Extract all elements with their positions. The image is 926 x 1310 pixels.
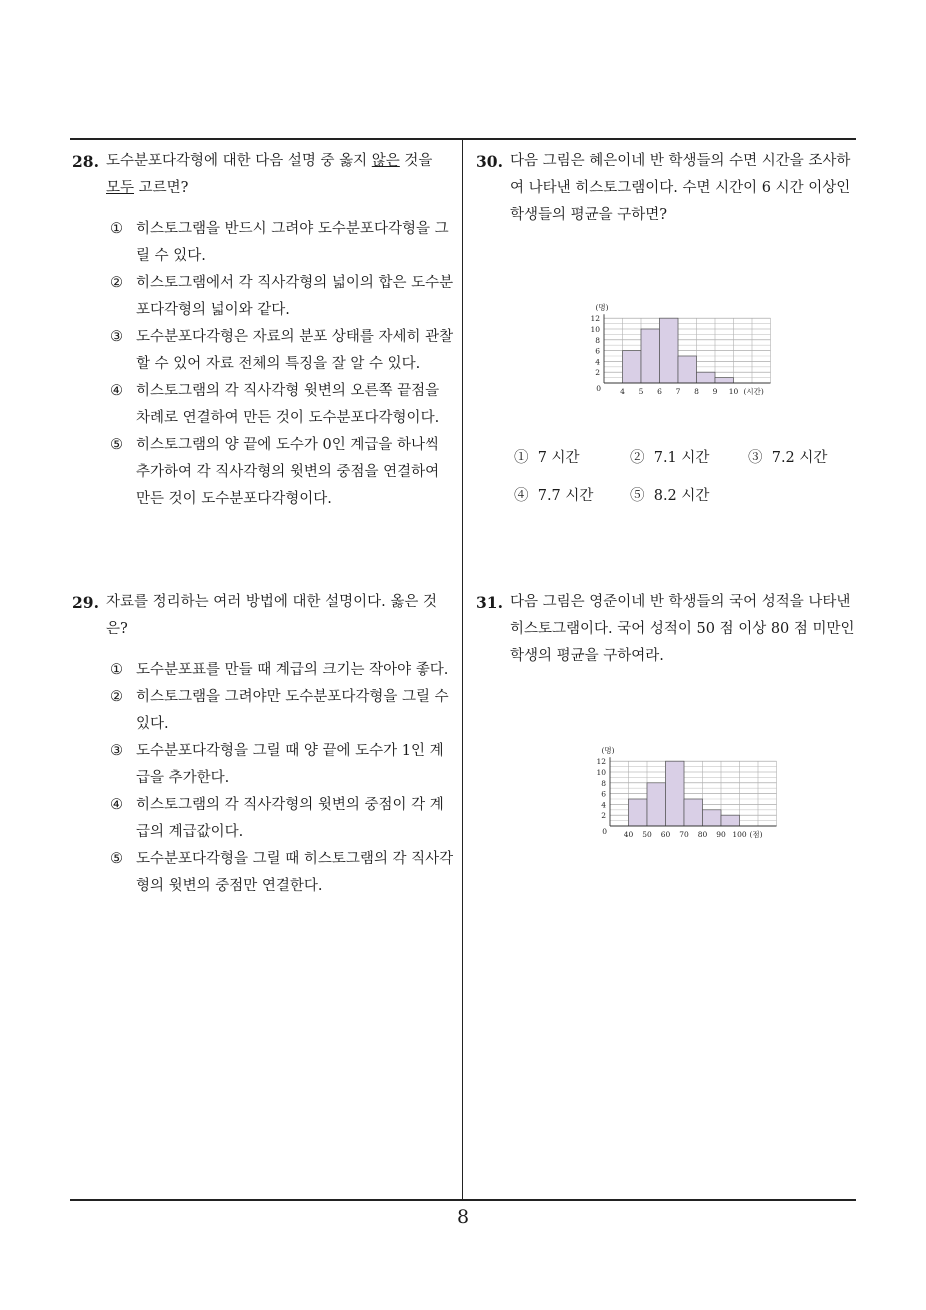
histogram-bar: [666, 761, 685, 826]
y-tick-label: 6: [601, 789, 606, 799]
histogram-bar: [703, 810, 722, 826]
histogram-bar: [697, 372, 716, 383]
choice-1[interactable]: ① 7 시간: [514, 450, 580, 466]
y-tick-label: 6: [595, 346, 600, 356]
underlined-word: 않은: [371, 153, 400, 169]
option-3[interactable]: ③ 도수분포다각형을 그릴 때 양 끝에 도수가 1인 계급을 추가한다.: [110, 743, 444, 786]
question-number: 30.: [476, 152, 503, 171]
x-axis-label: (점): [749, 830, 763, 839]
x-tick-label: 10: [728, 387, 739, 396]
histogram-sleep-container: [584, 237, 804, 409]
option-5[interactable]: ⑤ 히스토그램의 양 끝에 도수가 0인 계급을 하나씩 추가하여 각 직사각형의 윗변의 중점을 연결하여 만든 것이 도수분포다각형이다.: [110, 437, 440, 507]
option-3[interactable]: ③ 도수분포다각형은 자료의 분포 상태를 자세히 관찰할 수 있어 자료 전체의 특징을 잘 알 수 있다.: [110, 329, 454, 372]
x-tick-label: 90: [716, 830, 726, 839]
x-tick-label: 100: [732, 830, 747, 839]
y-tick-label: 4: [601, 800, 606, 810]
y-tick-label: 2: [595, 368, 600, 378]
histogram-bar: [641, 329, 660, 383]
x-tick-label: 8: [694, 387, 699, 396]
histogram-bar: [684, 799, 703, 826]
histogram-bar: [623, 351, 642, 383]
option-1[interactable]: ① 도수분포표를 만들 때 계급의 크기는 작아야 좋다.: [110, 662, 449, 678]
x-tick-label: 80: [697, 830, 708, 839]
histogram-sleep-hours: [584, 237, 804, 409]
page-number: 8: [456, 1206, 470, 1228]
histogram-bar: [647, 783, 666, 826]
question-text: 다음 그림은 영준이네 반 학생들의 국어 성적을 나타낸 히스토그램이다. 국어 성적이 50 점 이상 80 점 미만인 학생의 평균을 구하여라.: [510, 594, 855, 664]
x-tick-label: 40: [623, 830, 634, 839]
right-column: [476, 148, 860, 852]
choice-4[interactable]: ④ 7.7 시간: [514, 488, 594, 504]
option-4[interactable]: ④ 히스토그램의 각 직사각형의 윗변의 중점이 각 계급의 계급값이다.: [110, 797, 444, 840]
question-number: 28.: [72, 152, 99, 171]
y-tick-label: 2: [601, 811, 606, 821]
left-column: [72, 148, 456, 900]
y-tick-label: 4: [595, 357, 600, 367]
x-tick-label: 6: [657, 387, 662, 396]
bottom-rule: [70, 1199, 856, 1201]
histogram-bar: [629, 799, 648, 826]
y-tick-label: 8: [595, 335, 600, 345]
y-tick-label: 10: [590, 325, 600, 334]
choice-5[interactable]: ⑤ 8.2 시간: [630, 488, 710, 504]
option-5[interactable]: ⑤ 도수분포다각형을 그릴 때 히스토그램의 각 직사각형의 윗변의 중점만 연결한다.: [110, 851, 454, 894]
q30-choices-row1: [476, 445, 860, 483]
y-tick-label: 8: [601, 778, 606, 788]
question-text: 도수분포다각형에 대한 다음 설명 중 옳지 않은 것을 모두 고르면?: [106, 153, 433, 196]
option-1[interactable]: ① 히스토그램을 반드시 그려야 도수분포다각형을 그릴 수 있다.: [110, 221, 449, 264]
x-tick-label: 60: [660, 830, 671, 839]
q29-options: [72, 657, 456, 900]
choice-3[interactable]: ③ 7.2 시간: [748, 450, 828, 466]
y-tick-label: 0: [602, 827, 607, 836]
y-tick-label: 12: [596, 757, 606, 767]
x-tick-label: 5: [638, 387, 644, 396]
x-tick-label: 4: [620, 387, 625, 396]
x-tick-label: 7: [675, 387, 681, 396]
x-axis-label: (시간): [743, 387, 764, 396]
question-number: 29.: [72, 593, 99, 612]
x-tick-label: 70: [679, 830, 689, 839]
y-tick-label: 12: [590, 314, 600, 324]
histogram-bar: [678, 356, 697, 383]
option-2[interactable]: ② 히스토그램을 그려야만 도수분포다각형을 그릴 수 있다.: [110, 689, 449, 732]
question-text: 다음 그림은 혜은이네 반 학생들의 수면 시간을 조사하여 나타낸 히스토그램이다. 수면 시간이 6 시간 이상인 학생들의 평균을 구하면?: [510, 153, 851, 223]
q30-choices-row2: [476, 483, 860, 521]
histogram-korean-container: [590, 680, 810, 852]
x-tick-label: 9: [712, 387, 718, 396]
question-28: [72, 148, 456, 202]
histogram-bar: [660, 318, 679, 383]
option-4[interactable]: ④ 히스토그램의 각 직사각형 윗변의 오른쪽 끝점을 차례로 연결하여 만든 것이 도수분포다각형이다.: [110, 383, 440, 426]
histogram-bar: [715, 378, 734, 383]
option-2[interactable]: ② 히스토그램에서 각 직사각형의 넓이의 합은 도수분포다각형의 넓이와 같다.: [110, 275, 454, 318]
question-29: [72, 589, 456, 643]
column-divider: [462, 138, 463, 1200]
y-tick-label: 10: [596, 768, 606, 777]
y-axis-label: (명): [595, 303, 609, 313]
question-number: 31.: [476, 593, 503, 612]
question-30: [476, 148, 860, 229]
histogram-korean-scores: [590, 680, 810, 852]
histogram-bar: [721, 815, 740, 826]
question-31: [476, 589, 860, 670]
y-axis-label: (명): [601, 746, 615, 756]
question-text: 자료를 정리하는 여러 방법에 대한 설명이다. 옳은 것은?: [106, 594, 438, 637]
y-tick-label: 0: [596, 384, 601, 393]
q28-options: [72, 216, 456, 513]
choice-2[interactable]: ② 7.1 시간: [630, 450, 710, 466]
x-tick-label: 50: [642, 830, 652, 839]
underlined-word: 모두: [106, 180, 135, 196]
